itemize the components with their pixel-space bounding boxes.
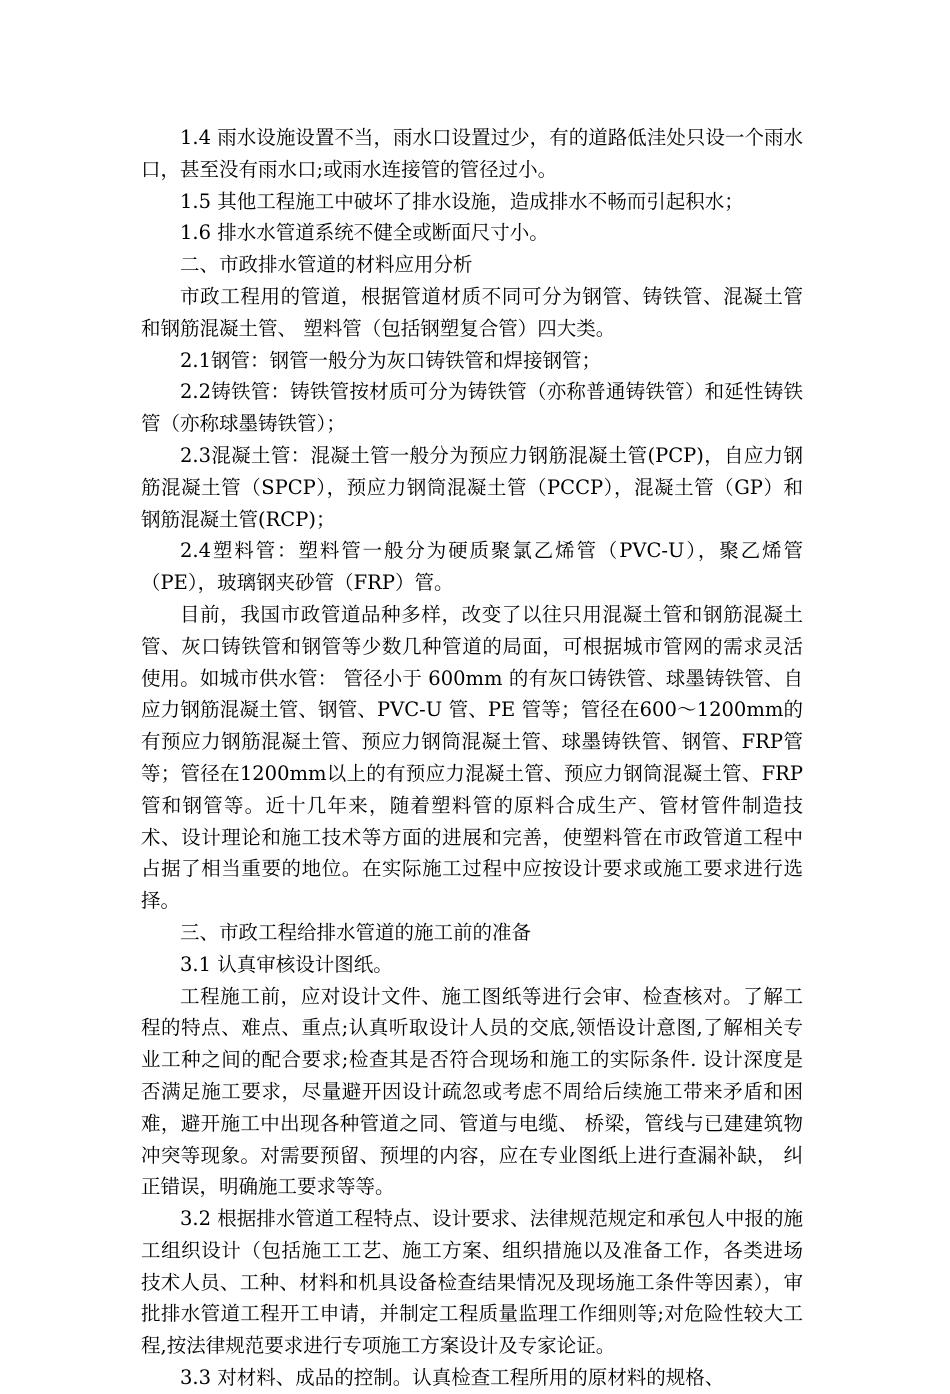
document-body (141, 122, 803, 1394)
paragraph-3-3: 3.3 对材料、成品的控制。认真检查工程所用的原材料的规格、 (180, 1366, 725, 1390)
paragraph-current-situation: 目前，我国市政管道品种多样，改变了以往只用混凝土管和钢筋混凝土管、灰口铸铁管和钢管等少数几种管道的局面，可根据城市管网的需求灵活使用。如城市供水管： 管径小于 600mm 的有灰口铸铁管、球墨铸铁管、自应力钢筋混凝土管、钢管、PVC-U 管、PE 管等；管径在600～1200mm的有预应力钢筋混凝土管、预应力钢筒混凝土管、球墨铸铁管、钢管、FRP管等；管径在1200mm以上的有预应力混凝土管、预应力钢筒混凝土管、FRP管和钢管等。近十几年来，随着塑料管的原料合成生产、管材管件制造技术、设计理论和施工技术等方面的进展和完善，使塑料管在市政管道工程中占据了相当重要的地位。在实际施工过程中应按设计要求或施工要求进行选择。 (141, 602, 803, 913)
paragraph-3-1: 3.1 认真审核设计图纸。 (180, 952, 393, 976)
paragraph-3-2: 3.2 根据排水管道工程特点、设计要求、法律规范规定和承包人中报的施工组织设计（包括施工工艺、施工方案、组织措施以及准备工作，各类进场技术人员、工种、材料和机具设备检查结果情况及现场施工条件等因素），审批排水管道工程开工申请，并制定工程质量监理工作细则等;对危险性较大工程,按法律规范要求进行专项施工方案设计及专家论证。 (141, 1207, 803, 1358)
paragraph-1-4: 1.4 雨水设施设置不当，雨水口设置过少，有的道路低洼处只设一个雨水口，甚至没有雨水口;或雨水连接管的管径过小。 (141, 126, 803, 181)
paragraph-design-review: 工程施工前，应对设计文件、施工图纸等进行会审、检查核对。了解工程的特点、难点、重点;认真听取设计人员的交底,领悟设计意图,了解相关专业工种之间的配合要求;检查其是否符合现场和施工的实际条件. 设计深度是否满足施工要求，尽量避开因设计疏忽或考虑不周给后续施工带来矛盾和困难，避开施工中出现各种管道之同、管道与电缆、 桥梁，管线与已建建筑物冲突等现象。对需要预留、预埋的内容，应在专业图纸上进行查漏补缺， 纠正错误，明确施工要求等等。 (141, 984, 803, 1199)
section-heading-2: 二、市政排水管道的材料应用分析 (180, 253, 473, 277)
paragraph-2-1: 2.1钢管：钢管一般分为灰口铸铁管和焊接钢管； (180, 348, 602, 372)
paragraph-1-6: 1.6 排水水管道系统不健全或断面尺寸小。 (180, 221, 549, 245)
paragraph-2-3: 2.3混凝土管：混凝土管一般分为预应力钢筋混凝土管(PCP)，自应力钢筋混凝土管（SPCP），预应力钢筒混凝土管（PCCP），混凝土管（GP）和钢筋混凝土管(RCP)； (141, 443, 803, 531)
paragraph-materials-intro: 市政工程用的管道，根据管道材质不同可分为钢管、铸铁管、混凝土管和钢筋混凝土管、 塑料管（包括钢塑复合管）四大类。 (141, 284, 803, 340)
section-heading-3: 三、市政工程给排水管道的施工前的准备 (180, 920, 532, 944)
paragraph-1-5: 1.5 其他工程施工中破坏了排水设施，造成排水不畅而引起积水； (180, 189, 744, 213)
paragraph-2-4: 2.4塑料管：塑料管一般分为硬质聚氯乙烯管（PVC-U），聚乙烯管（PE），玻璃钢夹砂管（FRP）管。 (141, 539, 803, 595)
paragraph-2-2: 2.2铸铁管：铸铁管按材质可分为铸铁管（亦称普通铸铁管）和延性铸铁管（亦称球墨铸铁管）； (141, 380, 803, 436)
